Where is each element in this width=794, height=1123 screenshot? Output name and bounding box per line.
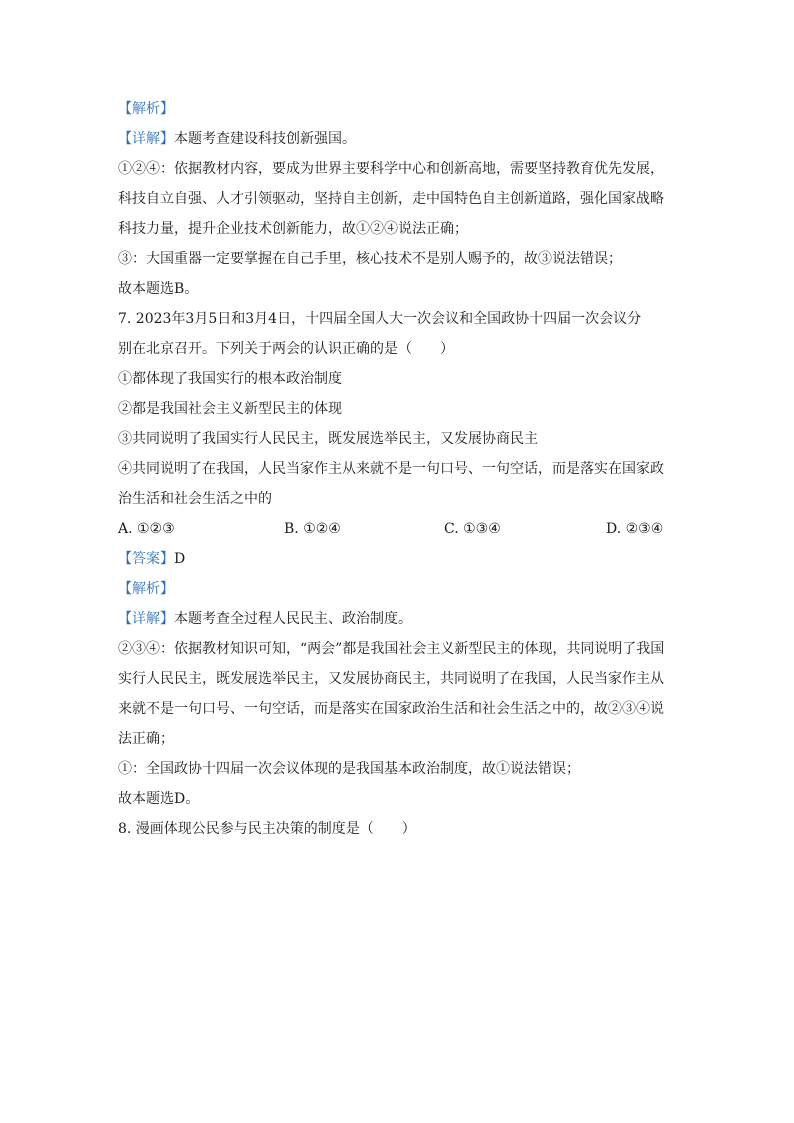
statement-4: ④共同说明了在我国，人民当家作主从来就不是一句口号、一句空话，而是落实在国家政 xyxy=(118,461,664,477)
explanation-line: 来就不是一句口号、一句空话，而是落实在国家政治生活和社会生活之中的，故②③④说 xyxy=(118,701,664,717)
question-7-stem: 7. 2023年3月5日和3月4日，十四届全国人大一次会议和全国政协十四届一次会议分 xyxy=(118,311,642,327)
option-d: D. ②③④ xyxy=(606,521,664,537)
statement-2: ②都是我国社会主义新型民主的体现 xyxy=(118,401,342,417)
explanation-line: 实行人民民主，既发展选举民主，又发展协商民主，共同说明了在我国，人民当家作主从 xyxy=(118,671,664,687)
explanation-line: ①：全国政协十四届一次会议体现的是我国基本政治制度，故①说法错误； xyxy=(118,761,580,777)
document-page xyxy=(118,100,678,850)
detail-line xyxy=(118,610,678,628)
detail-text: 本题考查全过程人民民主、政治制度。 xyxy=(174,611,412,627)
statement-3: ③共同说明了我国实行人民民主，既发展选举民主，又发展协商民主 xyxy=(118,431,538,447)
explanation-line: ②③④：依据教材知识可知，“两会”都是我国社会主义新型民主的体现，共同说明了我国 xyxy=(118,641,665,657)
conclusion-line: 故本题选D。 xyxy=(118,791,200,807)
answer-value: D xyxy=(174,551,186,567)
analysis-tag: 【解析】 xyxy=(118,101,174,117)
question-7-stem: 别在北京召开。下列关于两会的认识正确的是（ ） xyxy=(118,341,454,357)
explanation-line: ③：大国重器一定要掌握在自己手里，核心技术不是别人赐予的，故③说法错误； xyxy=(118,251,622,267)
detail-tag: 【详解】 xyxy=(118,131,174,147)
question-8-stem: 8. 漫画体现公民参与民主决策的制度是（ ） xyxy=(118,821,416,837)
detail-text: 本题考查建设科技创新强国。 xyxy=(174,131,356,147)
explanation-line: 科技力量，提升企业技术创新能力，故①②④说法正确； xyxy=(118,221,468,237)
explanation-line: 科技自立自强、人才引领驱动，坚持自主创新，走中国特色自主创新道路，强化国家战略 xyxy=(118,191,664,207)
answer-options xyxy=(118,520,678,538)
detail-line xyxy=(118,130,678,148)
explanation-line: ①②④：依据教材内容，要成为世界主要科学中心和创新高地，需要坚持教育优先发展， xyxy=(118,161,664,177)
option-b: B. ①②④ xyxy=(284,521,341,537)
answer-tag: 【答案】 xyxy=(118,551,174,567)
analysis-tag: 【解析】 xyxy=(118,581,174,597)
answer-line xyxy=(118,550,678,568)
statement-1: ①都体现了我国实行的根本政治制度 xyxy=(118,371,342,387)
detail-tag: 【详解】 xyxy=(118,611,174,627)
option-c: C. ①③④ xyxy=(444,521,501,537)
option-a: A. ①②③ xyxy=(118,521,175,537)
explanation-line: 法正确； xyxy=(118,731,174,747)
conclusion-line: 故本题选B。 xyxy=(118,281,199,297)
statement-4: 治生活和社会生活之中的 xyxy=(118,491,272,507)
